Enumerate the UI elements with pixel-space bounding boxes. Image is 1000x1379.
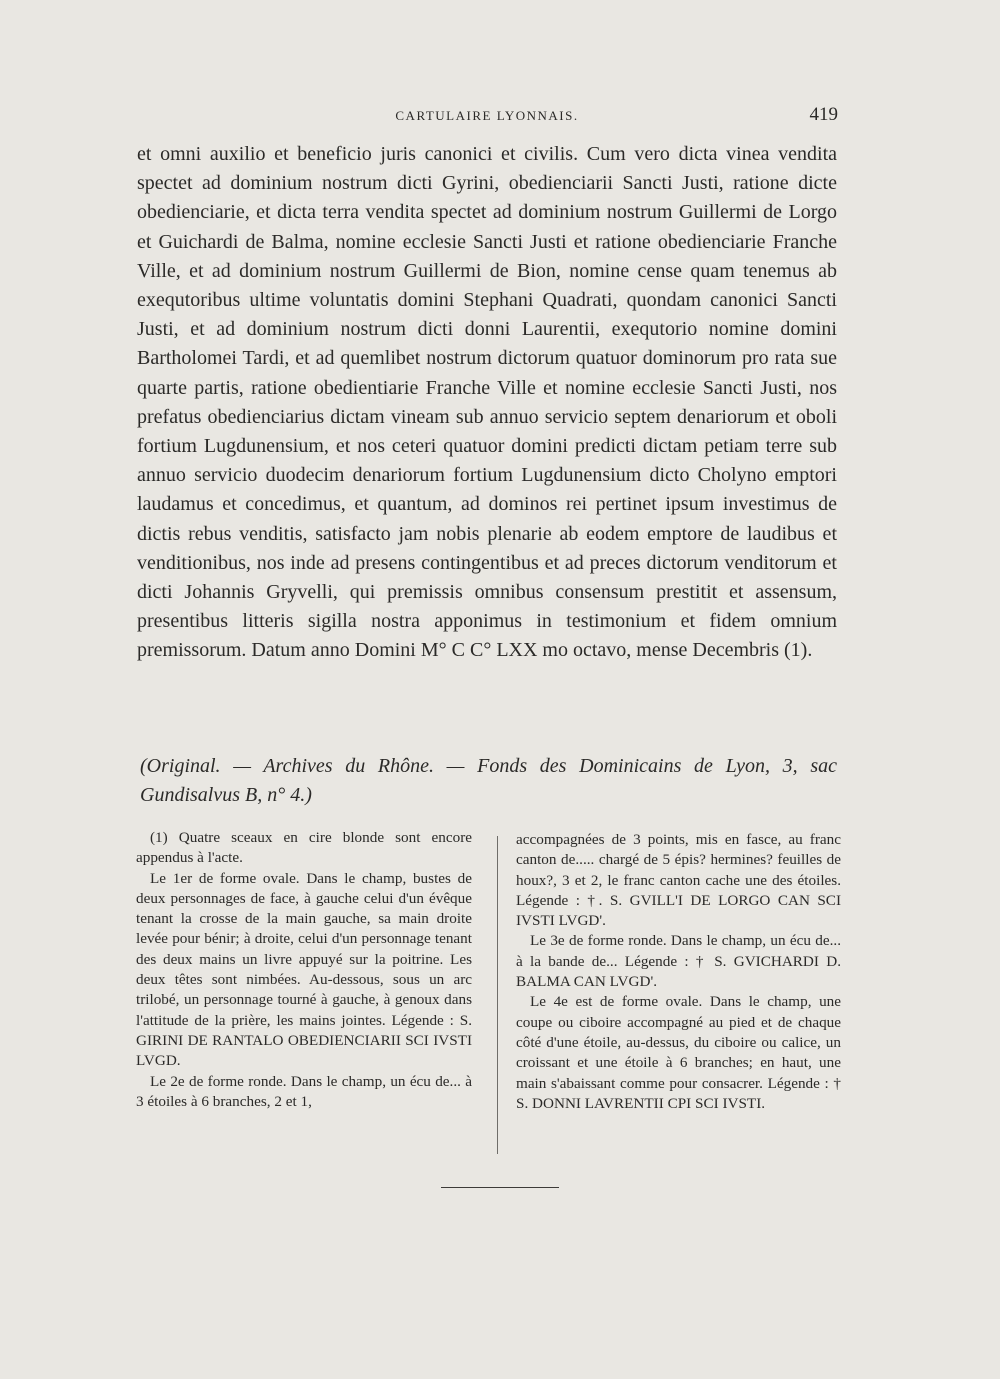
page-header <box>137 104 837 132</box>
running-title: CARTULAIRE LYONNAIS. <box>395 108 579 123</box>
page-number: 419 <box>809 104 838 125</box>
footnote-paragraph: Le 4e est de forme ovale. Dans le champ, une coupe ou ciboire accompagné au pied et de chaque côté d'une étoile, au-dessus, du ciboire ou calice, un croissant et une étoile à 6 branches; en haut, une main s'abaissant comme pour consacrer. Légende : † S. DONNI LAVRENTII CPI SCI IVSTI. <box>516 993 841 1112</box>
source-citation: (Original. — Archives du Rhône. — Fonds des Dominicains de Lyon, 3, sac Gundisalvus B, n° 4.) <box>140 755 837 806</box>
end-rule <box>441 1187 559 1188</box>
footnote-paragraph: (1) Quatre sceaux en cire blonde sont encore appendus à l'acte. <box>136 829 472 867</box>
footnote-paragraph: Le 2e de forme ronde. Dans le champ, un écu de... à 3 étoiles à 6 branches, 2 et 1, <box>136 1072 472 1110</box>
footnotes-right-column <box>516 830 841 1114</box>
main-text: et omni auxilio et beneficio juris canonici et civilis. Cum vero dicta vinea vendita spectet ad dominium nostrum dicti Gyrini, obedienciarii Sancti Justi, ratione dicte obedienciarie, et dicta terra vendita spectet ad dominium nostrum Guillermi de Lorgo et Guichardi de Balma, nomine ecclesie Sancti Justi et ratione obedienciarie Franche Ville, et ad dominium nostrum Guillermi de Bion, nomine cense quam tenemus ab exequtoribus ultime voluntatis domini Stephani Quadrati, quondam canonici Sancti Justi, et ad dominium nostrum dicti donni Laurentii, exequtorio nomine domini Bartholomei Tardi, et ad quemlibet nostrum dictorum quatuor dominorum pro rata sue quarte partis, ratione obedientiarie Franche Ville et nomine ecclesie Sancti Justi, nos prefatus obedienciarius dictam vineam sub annuo servicio septem denariorum et oboli fortium Lugdunensium, et nos ceteri quatuor domini predicti dictam petiam terre sub annuo servicio duodecim denariorum fortium Lugdunensium dicto Cholyno emptori laudamus et concedimus, et quantum, ad dominos rei pertinet ipsum investimus de dictis rebus venditis, satisfacto jam nobis plenarie ab eodem emptore de laudibus et venditionibus, nos inde ad presens contingentibus et ad preces dictorum venditorum et dicti Johannis Gryvelli, qui premissis omnibus consensum prestitit et assensum, presentibus litteris sigilla nostra apponimus in testimonium et fidem omnium premissorum. Datum anno Domini M° C C° LXX mo octavo, mense Decembris (1). <box>137 143 837 662</box>
footnotes <box>136 828 842 1158</box>
footnote-paragraph: Le 1er de forme ovale. Dans le champ, bustes de deux personnages de face, à gauche celui d'un évêque tenant la crosse de la main gauche, sa main droite levée pour bénir; à droite, celui d'un personnage tenant des deux mains un livre appuyé sur la poitrine. Les deux têtes sont nimbées. Au-dessous, sous un arc trilobé, un personnage tourné à gauche, à genoux dans l'attitude de la prière, les mains jointes. Légende : S. GIRINI DE RANTALO OBEDIENCIARII SCI IVSTI LVGD. <box>136 869 472 1070</box>
footnotes-left-column <box>136 828 472 1112</box>
footnote-paragraph: Le 3e de forme ronde. Dans le champ, un écu de... à la bande de... Légende : † S. GVICHARDI D. BALMA CAN LVGD'. <box>516 932 841 991</box>
column-divider <box>497 836 498 1154</box>
footnote-paragraph: accompagnées de 3 points, mis en fasce, au franc canton de..... chargé de 5 épis? hermines? feuilles de houx?, 3 et 2, le franc canton cache une des étoiles. Légende : †. S. GVILL'I DE LORGO CAN SCI IVSTI LVGD'. <box>516 831 841 930</box>
